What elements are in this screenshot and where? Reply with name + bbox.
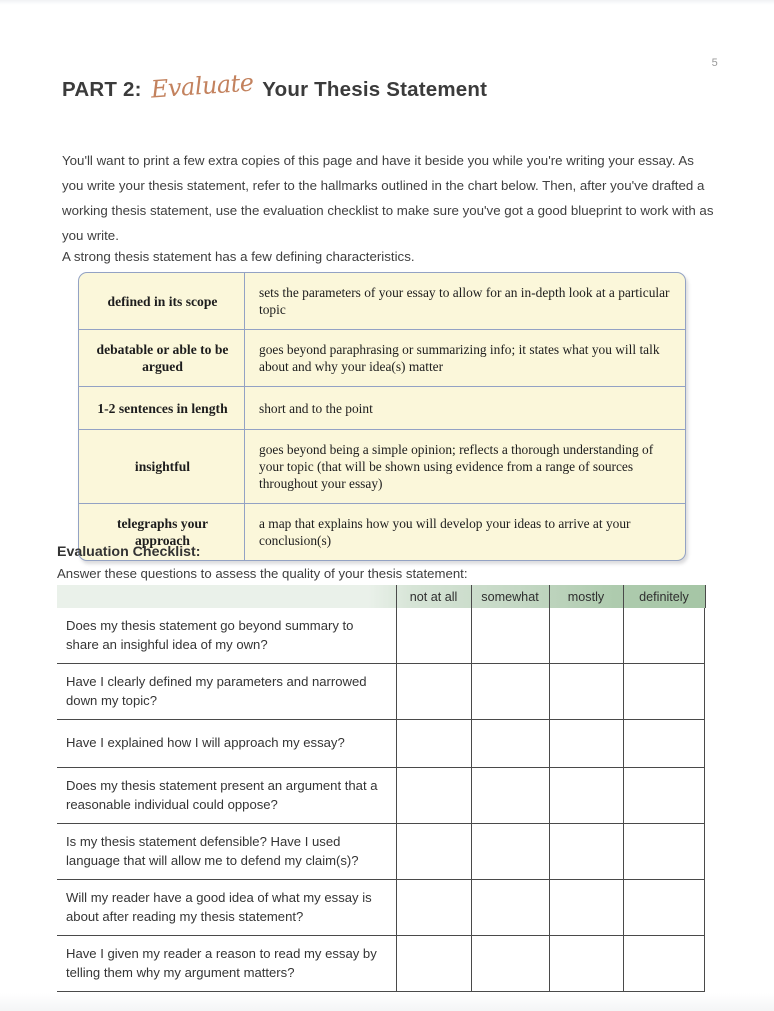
checklist-question: Does my thesis statement go beyond summary to share an insighful idea of my own? — [66, 618, 354, 652]
checklist-answer-cell[interactable] — [549, 768, 623, 823]
checklist-body — [57, 608, 705, 992]
characteristic-label: debatable or able to be argued — [79, 330, 245, 386]
checklist-answer-cell[interactable] — [623, 824, 705, 879]
characteristic-description: a map that explains how you will develop your ideas to arrive at your conclusion(s) — [259, 516, 631, 548]
characteristics-lead-in: A strong thesis statement has a few defining characteristics. — [62, 249, 415, 264]
page-number: 5 — [711, 57, 718, 69]
characteristic-label: insightful — [79, 430, 245, 503]
checklist-row — [57, 824, 705, 880]
evaluation-checklist-table — [57, 585, 705, 992]
checklist-header-separator — [623, 585, 624, 608]
checklist-column-header: somewhat — [481, 589, 539, 604]
checklist-column-header: mostly — [567, 589, 605, 604]
characteristic-description: goes beyond being a simple opinion; reflects a thorough understanding of your topic (that will be shown using evidence from a range of sources throughout your essay) — [259, 442, 654, 491]
characteristic-description: short and to the point — [259, 400, 373, 416]
characteristic-label: telegraphs your approach — [79, 504, 245, 560]
checklist-answer-cell[interactable] — [549, 880, 623, 935]
scan-edge-bottom — [0, 993, 774, 1011]
characteristic-description: goes beyond paraphrasing or summarizing info; it states what you will talk about and why your idea(s) matter — [259, 342, 660, 374]
characteristic-description: sets the parameters of your essay to allow for an in-depth look at a particular topic — [259, 285, 670, 317]
checklist-answer-cell[interactable] — [623, 936, 705, 991]
checklist-answer-cell[interactable] — [471, 936, 549, 991]
checklist-answer-cell[interactable] — [549, 824, 623, 879]
checklist-answer-cell[interactable] — [471, 720, 549, 767]
checklist-answer-cell[interactable] — [623, 608, 705, 663]
checklist-answer-cell[interactable] — [396, 824, 471, 879]
page-title-suffix: Your Thesis Statement — [262, 78, 488, 101]
checklist-question: Is my thesis statement defensible? Have I used language that will allow me to defend my claim(s)? — [66, 834, 359, 868]
scan-edge-top — [0, 0, 774, 5]
intro-paragraph: You'll want to print a few extra copies of this page and have it beside you while you're writing your essay. As you write your thesis statement, refer to the hallmarks outlined in the chart below. Then, after you've drafted a working thesis statement, use the evaluation checklist to make sure you've got a good blueprint to work with as you write. — [62, 153, 714, 244]
checklist-answer-cell[interactable] — [623, 768, 705, 823]
checklist-answer-cell[interactable] — [396, 880, 471, 935]
checklist-answer-cell[interactable] — [471, 824, 549, 879]
checklist-header-separator — [705, 585, 706, 608]
checklist-answer-cell[interactable] — [549, 608, 623, 663]
characteristic-label: defined in its scope — [79, 273, 245, 329]
checklist-answer-cell[interactable] — [471, 880, 549, 935]
page-title — [62, 68, 488, 104]
checklist-answer-cell[interactable] — [623, 720, 705, 767]
characteristic-row — [79, 430, 685, 504]
checklist-row — [57, 664, 705, 720]
checklist-column-header: not at all — [409, 589, 458, 604]
characteristic-row — [79, 330, 685, 387]
checklist-question: Will my reader have a good idea of what my essay is about after reading my thesis statement? — [66, 890, 372, 924]
checklist-answer-cell[interactable] — [623, 880, 705, 935]
checklist-answer-cell[interactable] — [396, 608, 471, 663]
checklist-row — [57, 936, 705, 992]
checklist-header-separator — [471, 585, 472, 608]
checklist-row — [57, 608, 705, 664]
characteristic-row — [79, 273, 685, 330]
checklist-column-header: definitely — [639, 589, 689, 604]
checklist-answer-cell[interactable] — [396, 664, 471, 719]
checklist-heading: Evaluation Checklist: — [57, 544, 201, 560]
page-title-script-word: Evaluate — [149, 68, 255, 104]
checklist-header-separator — [549, 585, 550, 608]
page-title-prefix: PART 2: — [62, 78, 142, 101]
checklist-question: Have I given my reader a reason to read my essay by telling them why my argument matters? — [66, 946, 377, 980]
checklist-answer-cell[interactable] — [623, 664, 705, 719]
checklist-answer-cell[interactable] — [471, 608, 549, 663]
checklist-answer-cell[interactable] — [396, 936, 471, 991]
checklist-row — [57, 720, 705, 768]
checklist-answer-cell[interactable] — [471, 664, 549, 719]
checklist-answer-cell[interactable] — [471, 768, 549, 823]
characteristic-row — [79, 387, 685, 430]
characteristic-label: 1-2 sentences in length — [79, 387, 245, 429]
checklist-answer-cell[interactable] — [396, 768, 471, 823]
checklist-header-separator — [396, 585, 397, 608]
checklist-subheading: Answer these questions to assess the quality of your thesis statement: — [57, 566, 468, 581]
checklist-header-question-spacer — [57, 585, 396, 608]
checklist-answer-cell[interactable] — [549, 720, 623, 767]
checklist-header-row — [57, 585, 705, 608]
characteristics-table — [78, 272, 686, 561]
checklist-answer-cell[interactable] — [549, 936, 623, 991]
checklist-answer-cell[interactable] — [396, 720, 471, 767]
checklist-question: Have I explained how I will approach my essay? — [66, 735, 345, 751]
checklist-row — [57, 768, 705, 824]
checklist-answer-cell[interactable] — [549, 664, 623, 719]
checklist-row — [57, 880, 705, 936]
checklist-question: Have I clearly defined my parameters and narrowed down my topic? — [66, 674, 367, 708]
checklist-question: Does my thesis statement present an argument that a reasonable individual could oppose? — [66, 778, 378, 812]
